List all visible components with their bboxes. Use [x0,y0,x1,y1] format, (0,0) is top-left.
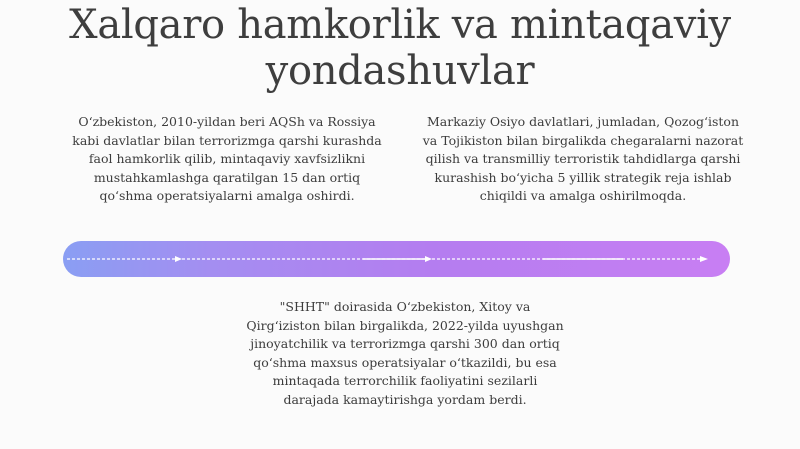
text-block-left: O‘zbekiston, 2010-yildan beri AQSh va Rossiya kabi davlatlar bilan terrorizmga qarshi kurashda faol hamkorlik qilib, mintaqaviy xavfsizlikni mustahkamlashga qaratilgan 15 dan ortiq qo‘shma operatsiyalarni amalga oshirdi. [72,114,382,204]
timeline-arrows [63,241,730,277]
arrow-head-icon [175,256,182,262]
arrow-head-icon [425,256,432,262]
arrow-head-icon [700,256,708,262]
text-block-right: Markaziy Osiyo davlatlari, jumladan, Qozog‘iston va Tojikiston bilan birgalikda chegaralarni nazorat qilish va transmilliy terroristik tahdidlarga qarshi kurashish bo‘yicha 5 yillik strategik reja ishlab chiqildi va amalga oshirilmoqda. [422,114,744,204]
text-block-bottom: "SHHT" doirasida O‘zbekiston, Xitoy va Qirg‘iziston bilan birgalikda, 2022-yilda uyushgan jinoyatchilik va terrorizmga qarshi 300 dan ortiq qo‘shma maxsus operatsiyalar o‘tkazildi, bu esa mintaqada terrorchilik faoliyatini sezilarli darajada kamaytirishga yordam berdi. [246,299,564,407]
page-title: Xalqaro hamkorlik va mintaqaviy yondashuvlar [69,2,731,94]
timeline-bar [63,241,730,277]
